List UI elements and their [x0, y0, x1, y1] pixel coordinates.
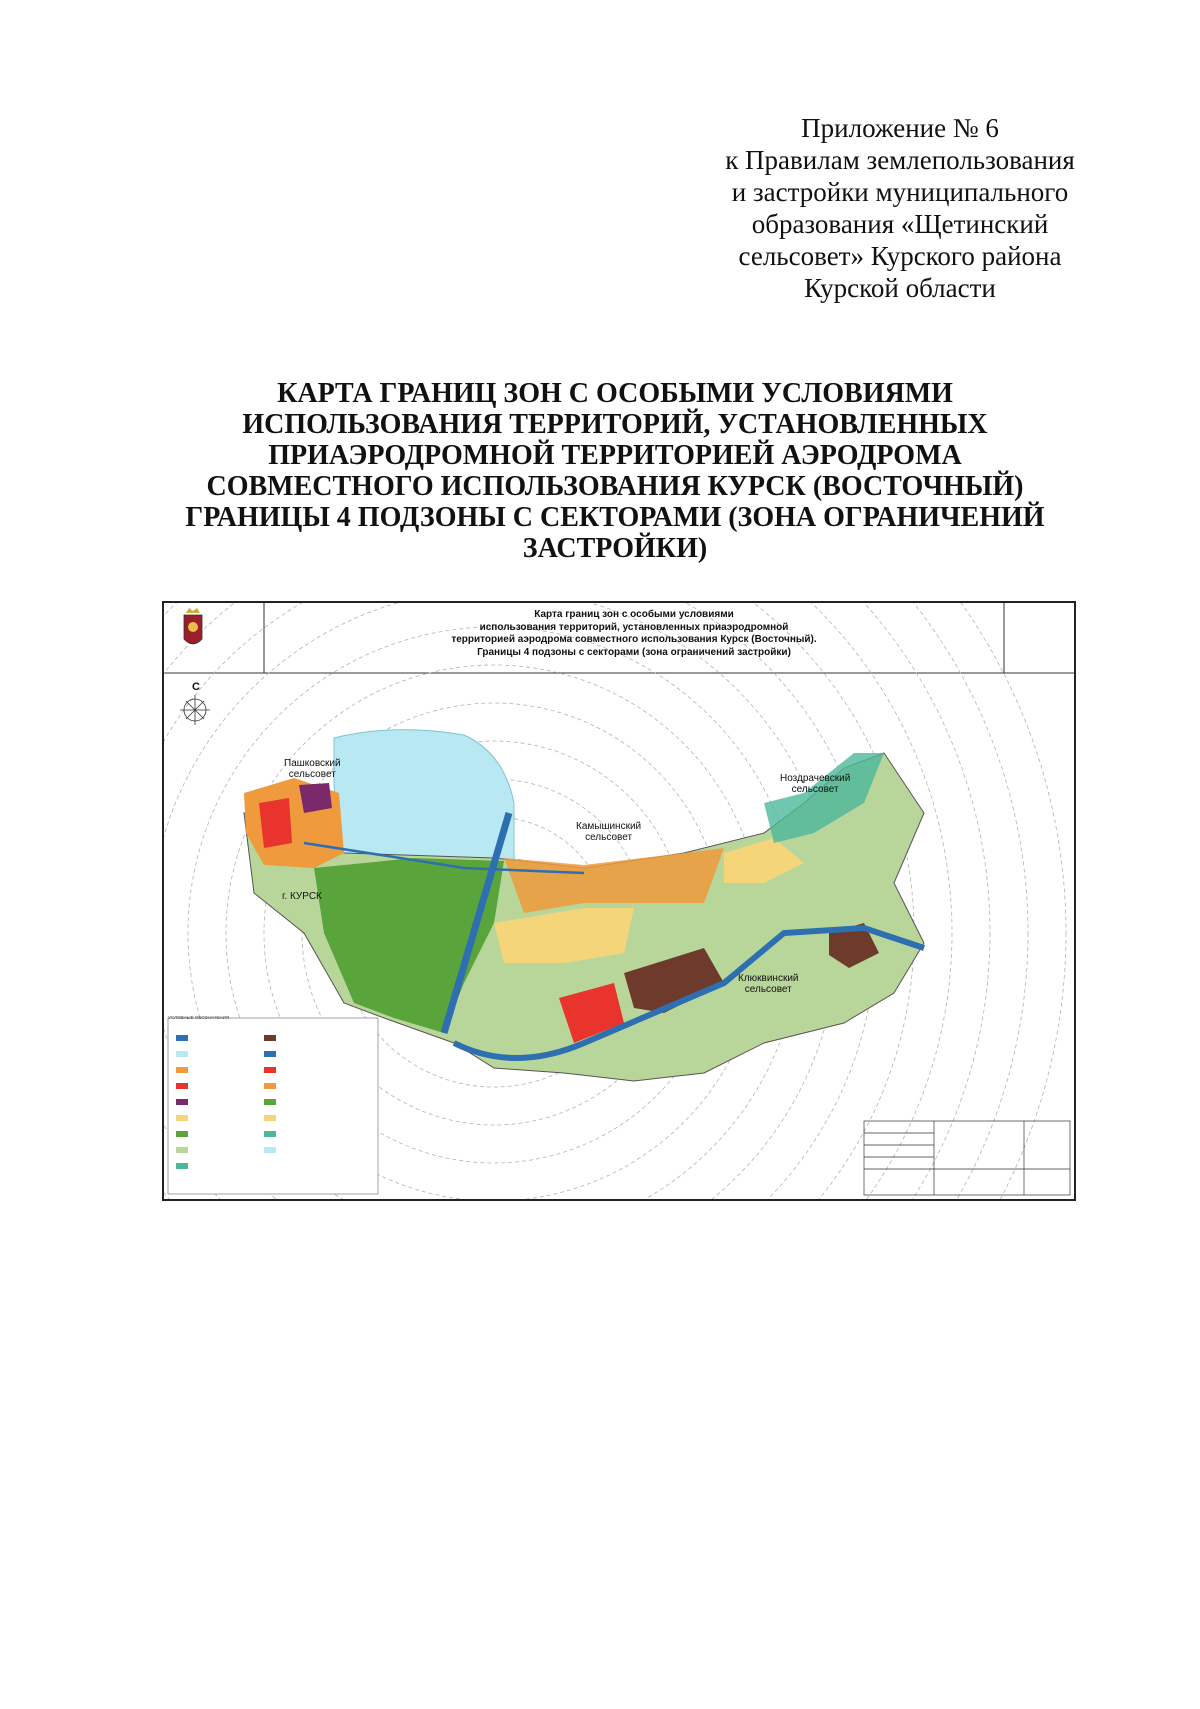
label-nozdrachevsky: Ноздрачевский сельсовет [780, 773, 851, 795]
compass-rose-icon [180, 695, 210, 725]
water-zone [334, 730, 514, 868]
north-label: С [192, 681, 200, 693]
title-line: ЗАСТРОЙКИ) [522, 533, 708, 564]
map-header-line: Карта границ зон с особыми условиями [534, 609, 734, 620]
appendix-line: к Правилам землепользования [725, 145, 1075, 175]
appendix-block [690, 112, 1110, 304]
map-legend [168, 1018, 378, 1194]
appendix-line: Приложение № 6 [801, 113, 999, 143]
map-header-line: использования территорий, установленных приаэродромной [479, 621, 789, 633]
map-header [354, 609, 914, 659]
title-line: ПРИАЭРОДРОМНОЙ ТЕРРИТОРИЕЙ АЭРОДРОМА [268, 440, 962, 471]
appendix-line: сельсовет» Курского района [738, 241, 1062, 271]
appendix-line: и застройки муниципального [731, 177, 1069, 207]
document-title [150, 378, 1080, 564]
zone-map [162, 601, 1076, 1201]
legend-caption: УСЛОВНЫЕ ОБОЗНАЧЕНИЯ [168, 1015, 230, 1020]
title-line: ГРАНИЦЫ 4 ПОДЗОНЫ С СЕКТОРАМИ (ЗОНА ОГРАНИЧЕНИЙ [185, 502, 1045, 533]
title-stamp [864, 1121, 1070, 1195]
label-klyukvinsky: Клюквинский сельсовет [738, 973, 799, 995]
label-pashkovsky: Пашковский сельсовет [284, 758, 341, 780]
title-line: КАРТА ГРАНИЦ ЗОН С ОСОБЫМИ УСЛОВИЯМИ [277, 378, 953, 409]
title-line: ИСПОЛЬЗОВАНИЯ ТЕРРИТОРИЙ, УСТАНОВЛЕННЫХ [242, 409, 988, 440]
red-zone [259, 798, 292, 848]
title-line: СОВМЕСТНОГО ИСПОЛЬЗОВАНИЯ КУРСК (ВОСТОЧНЫЙ) [206, 471, 1024, 502]
label-kursk: г. КУРСК [282, 891, 322, 902]
purple-zone [299, 783, 332, 813]
map-header-line: Границы 4 подзоны с секторами (зона ограничений застройки) [477, 646, 791, 658]
label-kamyshinsky: Камышинский сельсовет [576, 821, 642, 843]
appendix-line: Курской области [804, 273, 996, 303]
coat-of-arms-icon [184, 608, 202, 644]
map-header-line: территорией аэродрома совместного использования Курск (Восточный). [451, 634, 817, 645]
appendix-line: образования «Щетинский [751, 209, 1049, 239]
